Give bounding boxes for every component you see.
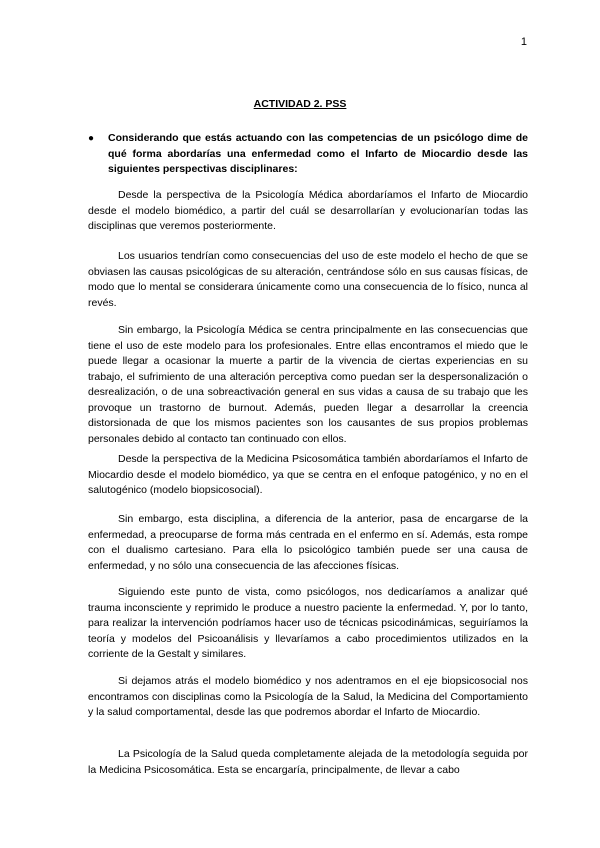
paragraph-2: Los usuarios tendrían como consecuencias del uso de este modelo el hecho de que se obviasen las causas psicológicas de su alteración, centrándose sólo en sus causas físicas, de modo que lo mental se considerara únicamente como una consecuencia de lo físico, nunca al revés. [88, 250, 528, 309]
paragraph-4: Desde la perspectiva de la Medicina Psicosomática también abordaríamos el Infarto de Miocardio desde el modelo biomédico, ya que se centra en el enfoque patogénico, y no en el salutogénico (modelo biopsicosocial). [88, 453, 528, 496]
page-number: 1 [520, 36, 527, 48]
page-title: ACTIVIDAD 2. PSS [253, 98, 347, 110]
bullet-dot-icon: ● [88, 133, 95, 144]
paragraph-3: Sin embargo, la Psicología Médica se centra principalmente en las consecuencias que tiene el uso de este modelo para los profesionales. Entre ellas encontramos el miedo que le puede llegar a ocasionar la muerte a partir de la vivencia de ciertas experiencias en su trabajo, el sufrimiento de una alteración perceptiva como puedan ser la despersonalización o desrealización, o de una sobreactivación general en sus vidas a causa de su trabajo que les provoque un trastorno de burnout. Además, pueden llegar a desarrollar la creencia distorsionada de que los mismos pacientes son los causantes de sus propios problemas personales debido al contacto tan continuado con ellos. [88, 324, 528, 445]
paragraph-7: Si dejamos atrás el modelo biomédico y nos adentramos en el eje biopsicosocial nos encontramos con disciplinas como la Psicología de la Salud, la Medicina del Comportamiento y la salud comportamental, desde las que podremos abordar el Infarto de Miocardio. [88, 675, 528, 718]
question-text: Considerando que estás actuando con las competencias de un psicólogo dime de qué forma abordarías una enfermedad como el Infarto de Miocardio desde las siguientes perspectivas disciplinares: [108, 132, 528, 175]
paragraph-6: Siguiendo este punto de vista, como psicólogos, nos dedicaríamos a analizar qué trauma inconsciente y reprimido le produce a nuestro paciente la enfermedad. Y, por lo tanto, para realizar la intervención podríamos hacer uso de técnicas psicodinámicas, seguiríamos la teoría y modelos del Psicoanálisis y llevaríamos a cabo procedimientos utilizados en la corriente de la Gestalt y similares. [88, 586, 528, 660]
paragraph-8: La Psicología de la Salud queda completamente alejada de la metodología seguida por la Medicina Psicosomática. Esta se encargaría, principalmente, de llevar a cabo [88, 748, 528, 776]
paragraph-5: Sin embargo, esta disciplina, a diferencia de la anterior, pasa de encargarse de la enfermedad, a preocuparse de forma más centrada en el enfermo en sí. Además, esta rompe con el dualismo cartesiano. Para ella lo psicológico también puede ser una causa de enfermedad, y no sólo una consecuencia de las afecciones físicas. [88, 513, 528, 572]
question-bullet [88, 131, 528, 178]
paragraph-1: Desde la perspectiva de la Psicología Médica abordaríamos el Infarto de Miocardio desde el modelo biomédico, a partir del cuál se desarrollarían y evolucionarían todas las disciplinas que veremos posteriormente. [88, 189, 528, 232]
